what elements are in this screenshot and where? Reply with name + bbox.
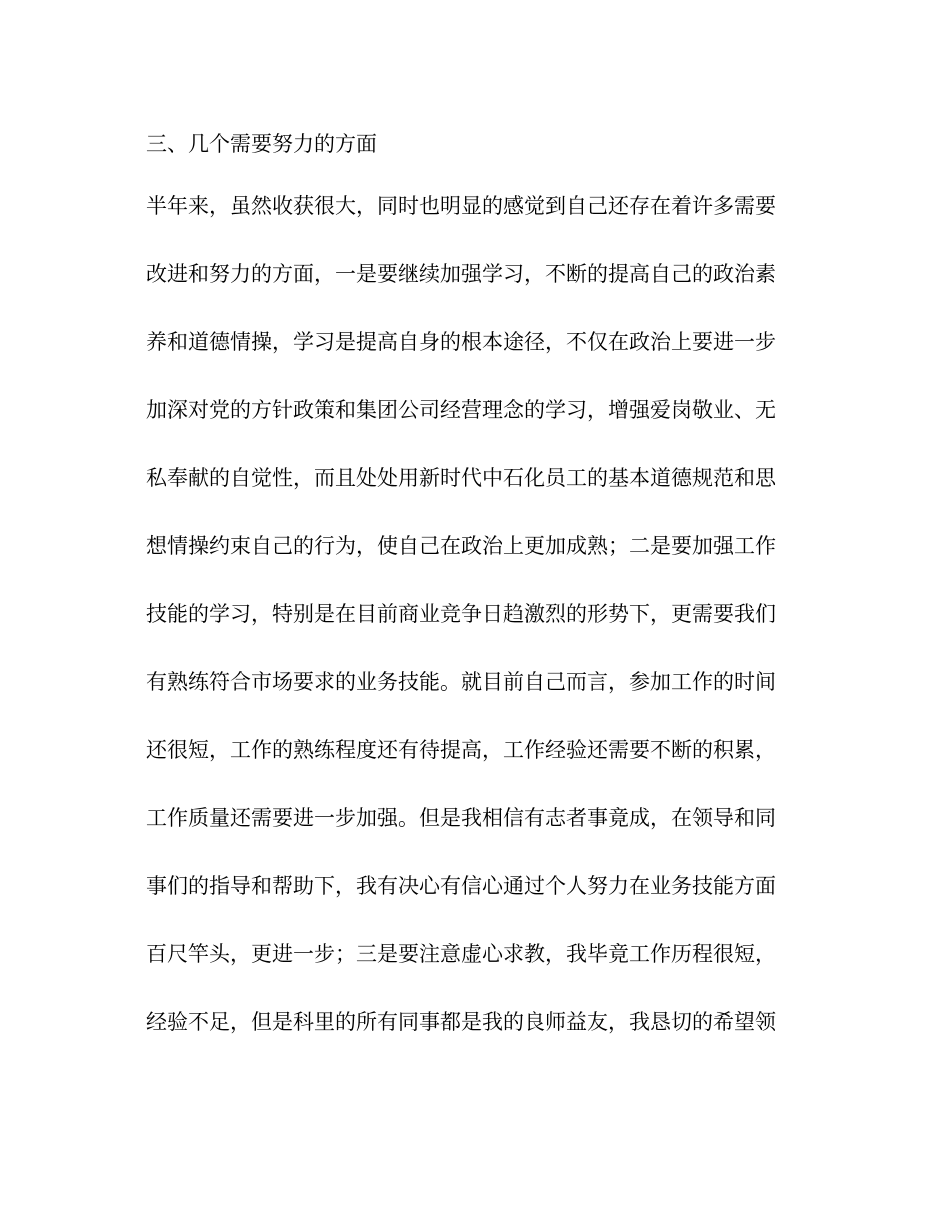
paragraph-line: 私奉献的自觉性，而且处处用新时代中石化员工的基本道德规范和思 <box>146 466 776 490</box>
paragraph-line: 经验不足，但是科里的所有同事都是我的良师益友，我恳切的希望领 <box>146 1010 776 1034</box>
paragraph-line: 想情操约束自己的行为，使自己在政治上更加成熟；二是要加强工作 <box>146 534 776 558</box>
paragraph-line: 加深对党的方针政策和集团公司经营理念的学习，增强爱岗敬业、无 <box>146 398 776 422</box>
paragraph-line: 改进和努力的方面，一是要继续加强学习，不断的提高自己的政治素 <box>146 262 776 286</box>
paragraph-line: 百尺竿头，更进一步；三是要注意虚心求教，我毕竟工作历程很短， <box>146 942 776 966</box>
paragraph-line: 养和道德情操，学习是提高自身的根本途径，不仅在政治上要进一步 <box>146 330 776 354</box>
paragraph-line: 还很短，工作的熟练程度还有待提高，工作经验还需要不断的积累， <box>146 738 776 762</box>
paragraph-line: 有熟练符合市场要求的业务技能。就目前自己而言，参加工作的时间 <box>146 670 776 694</box>
paragraph-line: 工作质量还需要进一步加强。但是我相信有志者事竟成，在领导和同 <box>146 806 776 830</box>
section-heading: 三、几个需要努力的方面 <box>146 132 377 156</box>
paragraph-line: 半年来，虽然收获很大，同时也明显的感觉到自己还存在着许多需要 <box>146 194 776 218</box>
paragraph-line: 事们的指导和帮助下，我有决心有信心通过个人努力在业务技能方面 <box>146 874 776 898</box>
paragraph-line: 技能的学习，特别是在目前商业竞争日趋激烈的形势下，更需要我们 <box>146 602 776 626</box>
